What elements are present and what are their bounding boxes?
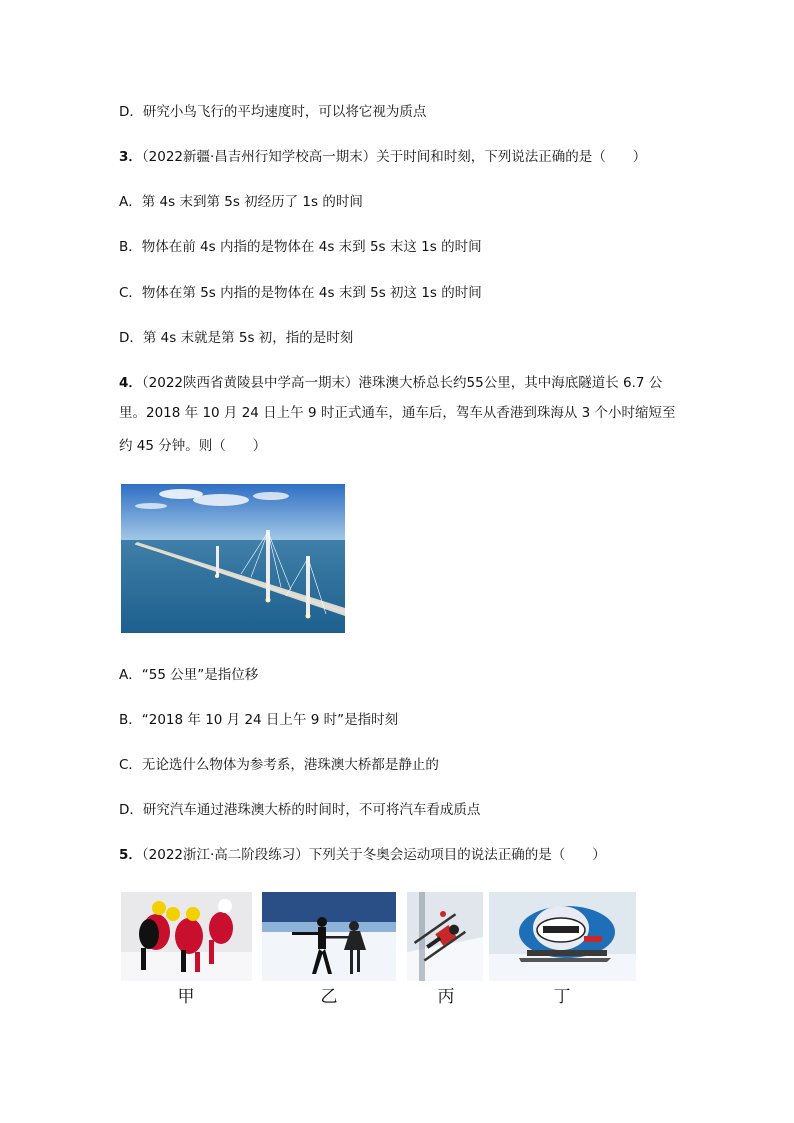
q3-option-a: A．第 4s 末到第 5s 初经历了 1s 的时间 <box>119 194 363 210</box>
q4-option-a: A．“55 公里”是指位移 <box>119 667 259 683</box>
q2-option-d: D．研究小鸟飞行的平均速度时，可以将它视为质点 <box>119 104 427 120</box>
q4-option-d: D．研究汽车通过港珠澳大桥的时间时，不可将汽车看成质点 <box>119 802 481 818</box>
skeleton-sled-photo <box>489 892 636 981</box>
q3-option-c: C．物体在第 5s 内指的是物体在 4s 末到 5s 初这 1s 的时间 <box>119 285 482 301</box>
caption-yi: 乙 <box>320 987 338 1007</box>
aerial-skiing-photo <box>407 892 483 981</box>
q4-number: 4． <box>119 375 142 391</box>
q4-option-c: C．无论选什么物体为参考系，港珠澳大桥都是静止的 <box>119 757 439 773</box>
caption-ding: 丁 <box>553 987 571 1007</box>
q5-stem: （2022浙江·高二阶段练习）下列关于冬奥会运动项目的说法正确的是（ ） <box>141 847 606 863</box>
q4-stem-line-2: 里。2018 年 10 月 24 日上午 9 时正式通车，通车后，驾车从香港到珠海从 3 个小时缩短至 <box>119 405 676 421</box>
caption-bing: 丙 <box>437 987 455 1007</box>
q4-stem-line-1 <box>119 373 662 393</box>
q3-number: 3． <box>119 149 142 165</box>
q4-option-b: B．“2018 年 10 月 24 日上午 9 时”是指时刻 <box>119 712 399 728</box>
q3-option-b: B．物体在前 4s 内指的是物体在 4s 末到 5s 末这 1s 的时间 <box>119 239 482 255</box>
speed-skating-photo <box>121 892 252 981</box>
q3-stem-line <box>119 147 646 167</box>
caption-jia: 甲 <box>177 987 195 1007</box>
q3-option-d: D．第 4s 末就是第 5s 初，指的是时刻 <box>119 330 354 346</box>
q4-stem-line-3: 约 45 分钟。则（ ） <box>119 438 267 454</box>
q3-stem: （2022新疆·昌吉州行知学校高一期末）关于时间和时刻，下列说法正确的是（ ） <box>141 149 647 165</box>
q5-stem-line <box>119 845 606 865</box>
q5-number: 5． <box>119 847 142 863</box>
figure-skating-photo <box>262 892 396 981</box>
bridge-photo <box>121 484 345 633</box>
q4-stem-1: （2022陕西省黄陵县中学高一期末）港珠澳大桥总长约55公里，其中海底隧道长 6.7 公 <box>141 375 663 391</box>
